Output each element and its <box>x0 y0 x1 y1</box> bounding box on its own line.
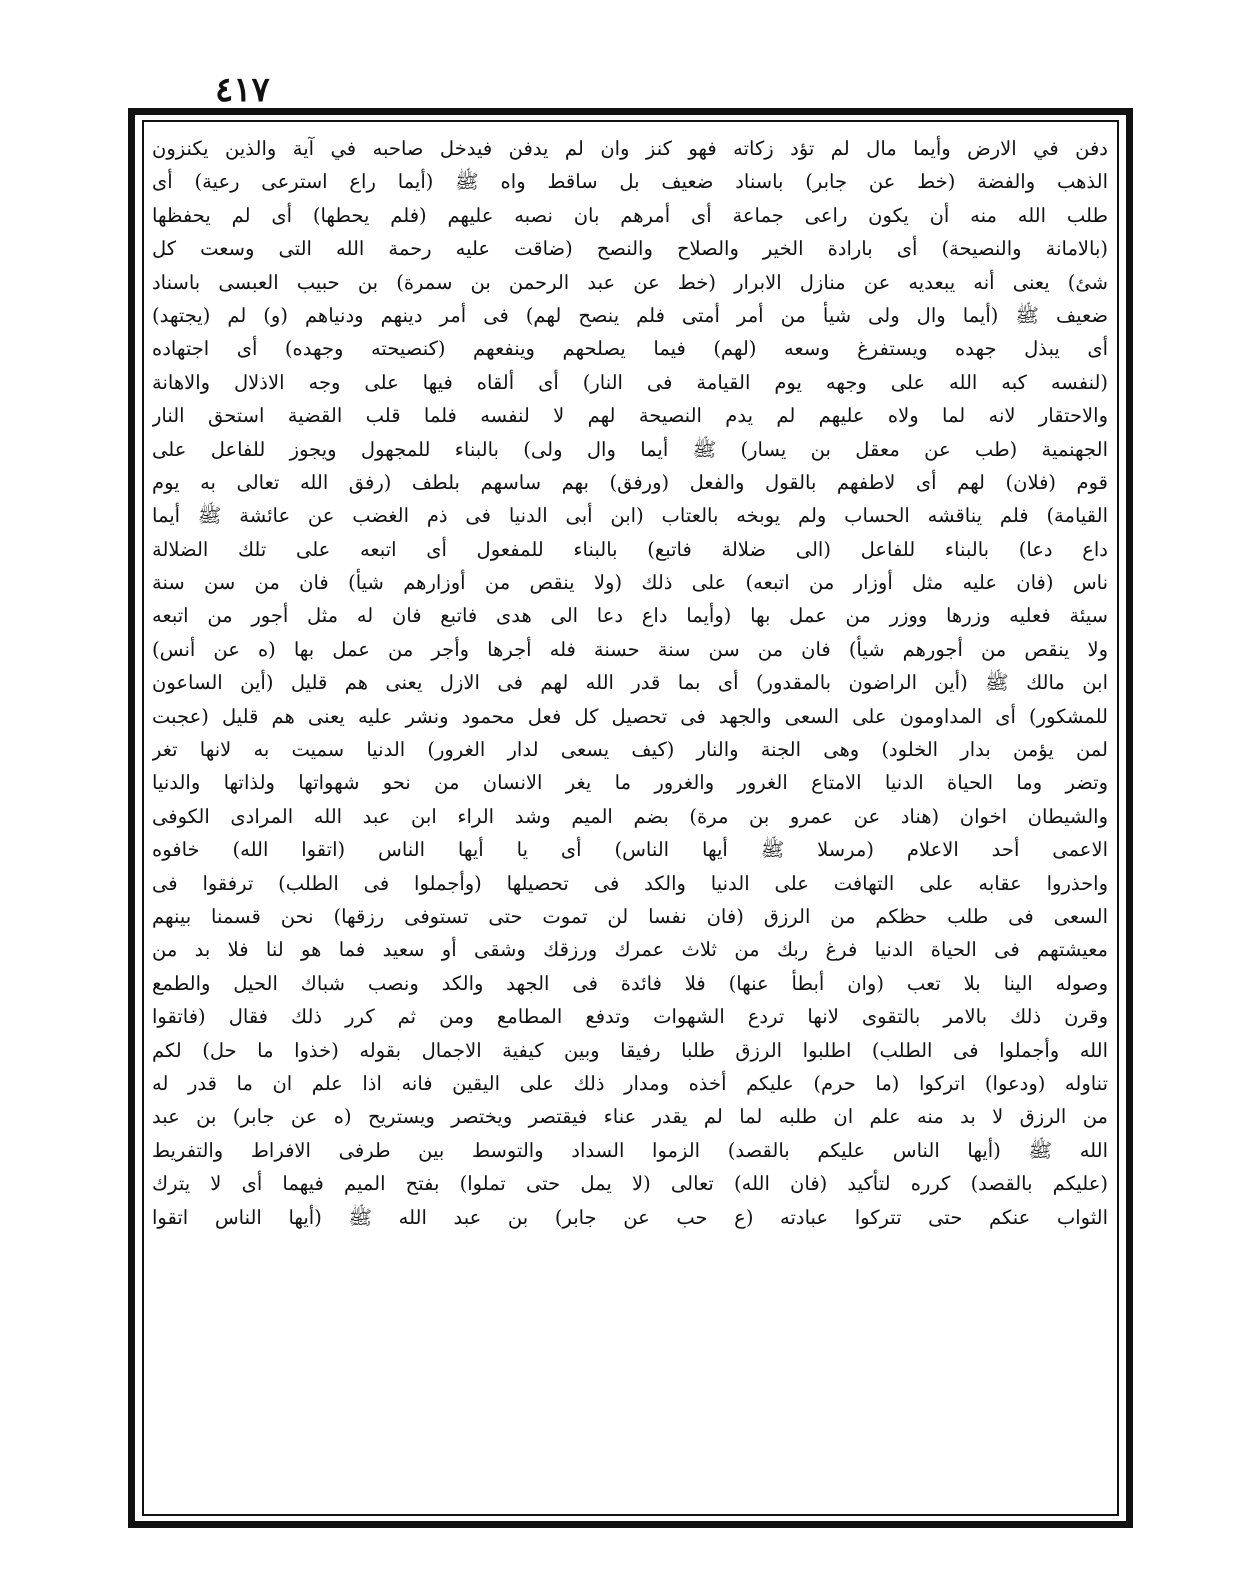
text-line: دفن في الارض وأيما مال لم تؤد زكاته فهو كنز وان لم يدفن فيدخل صاحبه في آية والذين يكنزون <box>152 137 1108 160</box>
text-line: واحذروا عقابه على التهافت على الدنيا والكد فى تحصيلها (وأجملوا فى الطلب) ترفقوا فى <box>152 871 1108 895</box>
text-line: الاعمى أحد الاعلام (مرسلا ﷺ أيها الناس) أى يا أيها الناس (اتقوا الله) خافوه <box>152 838 1108 862</box>
text-line: سيئة فعليه وزرها ووزر من عمل بها (وأيما داع دعا الى هدى فاتبع فان له مثل أجور من اتبعه <box>152 604 1108 628</box>
text-line: والاحتقار لانه لما ولاه عليهم لم يدم النصيحة لهم لا لنفسه فلما قلب القضية استحق النار <box>152 404 1108 428</box>
text-line: الذهب والفضة (خط عن جابر) باسناد ضعيف بل ساقط واه ﷺ (أيما راع استرعى رعية) أى <box>152 170 1108 194</box>
text-line: وتضر وما الحياة الدنيا الامتاع الغرور والغرور ما يغر الانسان من نحو شهواتها ولذاتها والدنيا <box>152 771 1108 795</box>
text-line: تناوله (ودعوا) اتركوا (ما حرم) عليكم أخذه ومدار ذلك على اليقين فانه اذا علم ان ما قدر له <box>152 1071 1108 1095</box>
text-line: داع دعا) بالبناء للفاعل (الى ضلالة فاتبع) بالبناء للمفعول أى اتبعه على تلك الضلالة <box>152 537 1108 561</box>
text-line: الثواب عنكم حتى تتركوا عبادته (ع حب عن جابر) بن عبد الله ﷺ (أيها الناس اتقوا <box>152 1205 1108 1229</box>
text-line: الله وأجملوا فى الطلب) اطلبوا الرزق طلبا رفيقا وبين كيفية الاجمال بقوله (خذوا ما حل) لكم <box>152 1038 1108 1062</box>
text-line: أى يبذل جهده ويستفرغ وسعه (لهم) فيما يصلحهم وينفعهم (كنصيحته وجهده) أى اجتهاده <box>152 337 1108 361</box>
text-line: ابن مالك ﷺ (أين الراضون بالمقدور) أى بما قدر الله لهم فى الازل يعنى هم قليل (أين الساعون <box>152 671 1108 695</box>
text-line: (لنفسه كبه الله على وجهه يوم القيامة فى النار) أى ألقاه فيها على وجه الاذلال والاهانة <box>152 370 1108 394</box>
text-line: وصوله الينا بلا تعب (وان أبطأ عنها) فلا فائدة فى الجهد والكد ونصب شباك الحيل والطمع <box>152 971 1108 995</box>
text-line: معيشتهم فى الحياة الدنيا فرغ ربك من ثلاث عمرك ورزقك وشقى أو سعيد فما هو لنا فلا بد من <box>152 938 1108 962</box>
text-line: (عليكم بالقصد) كرره لتأكيد (فان الله) تعالى (لا يمل حتى تملوا) بفتح الميم فيهما أى لا يترك <box>152 1172 1108 1196</box>
text-line: ضعيف ﷺ (أيما وال ولى شيأ من أمر أمتى فلم ينصح لهم) فى أمر دينهم ودنياهم (و) لم (يجتهد) <box>152 303 1108 327</box>
text-line: القيامة) فلم يناقشه الحساب ولم يوبخه بالعتاب (ابن أبى الدنيا فى ذم الغضب عن عائشة ﷺ أيما <box>152 504 1108 528</box>
page-number: ٤١٧ <box>215 70 270 110</box>
text-line: وقرن ذلك بالامر بالتقوى لانها تردع الشهوات وتدفع المطامع ومن ثم كرر ذلك فقال (فاتقوا <box>152 1005 1108 1029</box>
text-line: ناس (فان عليه مثل أوزار من اتبعه) على ذلك (ولا ينقص من أوزارهم شيأ) فان من سن سنة <box>152 571 1108 595</box>
text-line: قوم (فلان) لهم أى لاطفهم بالقول والفعل (ورفق) بهم ساسهم بلطف (رفق الله تعالى به يوم <box>152 470 1108 494</box>
text-line: السعى فى طلب حظكم من الرزق (فان نفسا لن تموت حتى تستوفى رزقها) نحن قسمنا بينهم <box>152 904 1108 928</box>
text-line: (بالامانة والنصيحة) أى بارادة الخير والصلاح والنصح (ضاقت عليه رحمة الله التى وسعت كل <box>152 237 1108 261</box>
text-line: من الرزق لا بد منه علم ان طلبه لما لم يقدر عناء فيقتصر ويختصر ويستريح (ه عن جابر) بن عبد <box>152 1105 1108 1129</box>
text-line: طلب الله منه أن يكون راعى جماعة أى أمرهم بان نصبه عليهم (فلم يحطها) أى لم يحفظها <box>152 203 1108 227</box>
text-line: والشيطان اخوان (هناد عن عمرو بن مرة) بضم الميم وشد الراء ابن عبد الله المرادى الكوفى <box>152 804 1108 828</box>
text-line: لمن يؤمن بدار الخلود) وهى الجنة والنار (كيف يسعى لدار الغرور) الدنيا سميت به لانها تغر <box>152 738 1108 762</box>
text-line: ولا ينقص من أجورهم شيأ) فان من سن سنة حسنة فله أجرها وأجر من عمل بها (ه عن أنس) <box>152 637 1108 661</box>
body-text <box>152 132 1108 1507</box>
text-line: الله ﷺ (أيها الناس عليكم بالقصد) الزموا السداد والتوسط بين طرفى الافراط والتفريط <box>152 1138 1108 1162</box>
text-line: شئ) يعنى أنه يبعديه عن منازل الابرار (خط عن عبد الرحمن بن سمرة) بن حبيب العبسى باسناد <box>152 270 1108 294</box>
text-line: الجهنمية (طب عن معقل بن يسار) ﷺ أيما وال ولى) بالبناء للمجهول ويجوز للفاعل على <box>152 437 1108 461</box>
text-line: للمشكور) أى المداومون على السعى والجهد فى تحصيل كل فعل محمود ونشر عليه يعنى هم قليل (عجبت <box>152 704 1108 728</box>
